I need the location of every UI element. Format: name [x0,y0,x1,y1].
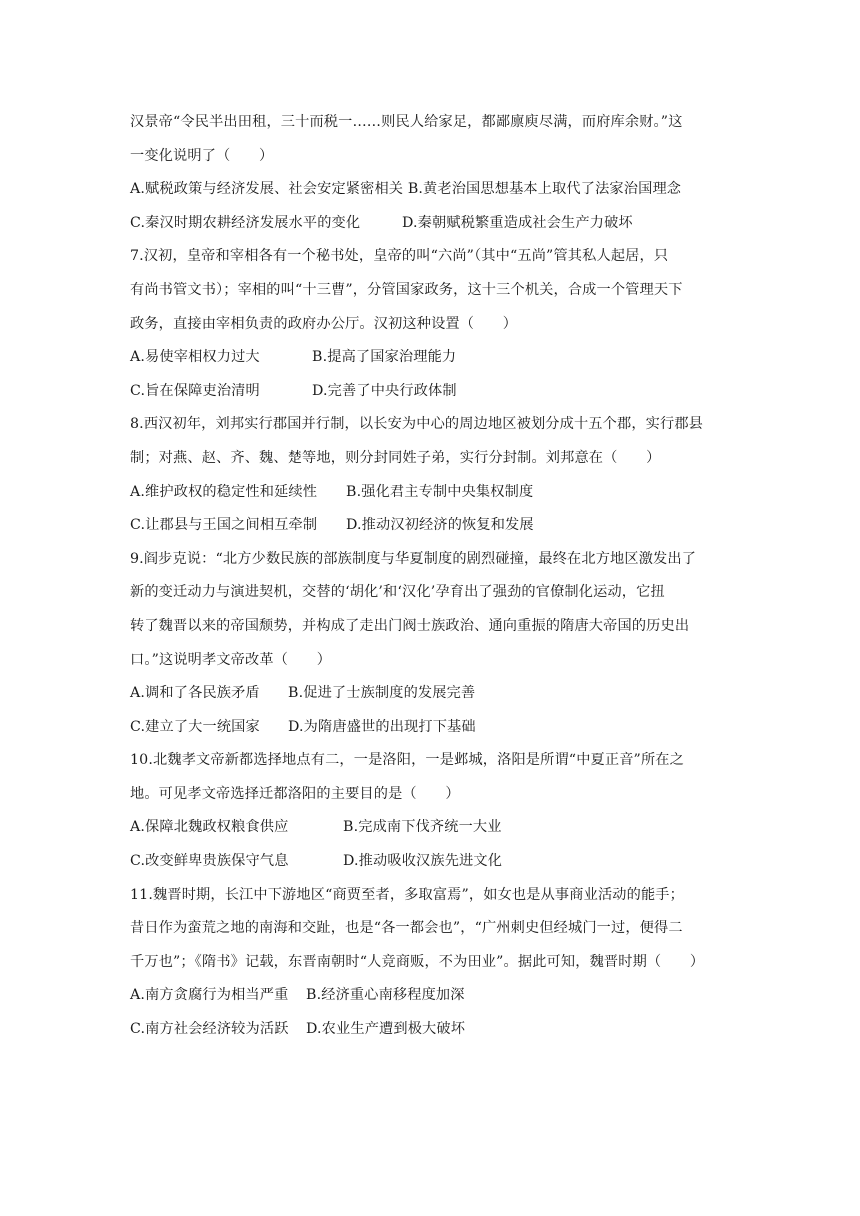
options-row [130,677,740,711]
question-list [130,106,740,1047]
option-c: C.南方社会经济较为活跃 [130,1021,289,1038]
option-a: A.易使宰相权力过大 [130,349,260,366]
option-a: A.调和了各民族矛盾 [130,685,260,702]
options-row [130,811,740,845]
question-9-stem-line-3: 转了魏晋以来的帝国颓势，并构成了走出门阀士族政治、通向重振的隋唐大帝国的历史出 [130,617,690,634]
question-10-stem-line-2: 地。可见孝文帝选择迁都洛阳的主要目的是（ ） [130,785,460,802]
question-8-stem-line-1: 8.西汉初年，刘邦实行郡国并行制，以长安为中心的周边地区被划分成十五个郡，实行郡县 [130,416,704,433]
option-c: C.秦汉时期农耕经济发展水平的变化 [130,214,361,231]
option-d: D.推动吸收汉族先进文化 [343,853,503,870]
option-b: B.促进了士族制度的发展完善 [288,685,476,702]
options-row [130,845,740,879]
question-9-stem-line-1: 9.阎步克说：“北方少数民族的部族制度与华夏制度的剧烈碰撞，最终在北方地区激发出了 [130,550,697,567]
option-c: C.改变鲜卑贵族保守气息 [130,853,289,870]
option-d: D.完善了中央行政体制 [312,382,457,399]
options-row [130,979,740,1013]
question-10-stem-line-1: 10.北魏孝文帝新都选择地点有二，一是洛阳，一是邺城，洛阳是所谓“中夏正音”所在之 [130,752,684,769]
options-row [130,207,740,241]
question-9 [130,543,740,745]
option-d: D.推动汉初经济的恢复和发展 [346,517,534,534]
question-8-stem-line-2: 制；对燕、赵、齐、魏、楚等地，则分封同姓子弟，实行分封制。刘邦意在（ ） [130,449,661,466]
option-a: A.南方贪腐行为相当严重 [130,987,289,1004]
question-7-stem-line-1: 7.汉初，皇帝和宰相各有一个秘书处，皇帝的叫“六尚”（其中“五尚”管其私人起居，只 [130,248,669,265]
question-6-stem-line-1: 汉景帝“令民半出田租，三十而税一……则民人给家足，都鄙廪庾尽满，而府库余财。”这 [130,114,683,130]
options-row [130,173,740,207]
question-11 [130,879,740,1047]
option-a: A.保障北魏政权粮食供应 [130,819,289,836]
options-row [130,375,740,409]
question-11-stem-line-1: 11.魏晋时期，长江中下游地区“商贾至者，多取富焉”，如女也是从事商业活动的能手； [130,886,684,903]
question-8 [130,408,740,542]
option-b: B.提高了国家治理能力 [312,349,457,366]
question-7 [130,240,740,408]
option-b: B.完成南下伐齐统一大业 [343,819,502,836]
options-row [130,509,740,543]
question-10 [130,744,740,878]
question-9-stem-line-2: 新的变迁动力与演进契机，交替的‘胡化’和‘汉化’孕育出了强劲的官僚制化运动，它扭 [130,584,665,601]
question-7-stem-line-2: 有尚书管文书）；宰相的叫“十三曹”，分管国家政务，这十三个机关，合成一个管理天下 [130,281,683,298]
options-row [130,341,740,375]
option-a: A.维护政权的稳定性和延续性 [130,483,318,500]
question-9-stem-line-4: 口。”这说明孝文帝改革（ ） [130,651,332,668]
option-b: B.经济重心南移程度加深 [306,987,465,1004]
options-row [130,476,740,510]
option-c: C.让郡县与王国之间相互牵制 [130,517,318,534]
question-11-stem-line-3: 千万也”；《隋书》记载，东晋南朝时“人竞商贩，不为田业”。据此可知，魏晋时期（ ） [130,953,705,970]
options-row [130,1013,740,1047]
option-d: D.秦朝赋税繁重造成社会生产力破坏 [402,214,633,231]
options-row [130,711,740,745]
option-d: D.农业生产遭到极大破坏 [306,1021,466,1038]
option-c: C.旨在保障吏治清明 [130,382,260,399]
option-b: B.黄老治国思想基本上取代了法家治国理念 [407,181,682,198]
option-c: C.建立了大一统国家 [130,718,260,735]
option-d: D.为隋唐盛世的出现打下基础 [288,718,476,735]
question-6-stem-line-2: 一变化说明了（ ） [130,147,274,164]
option-a: A.赋税政策与经济发展、社会安定紧密相关 [130,181,404,198]
question-6 [130,106,740,240]
option-b: B.强化君主专制中央集权制度 [346,483,534,500]
question-11-stem-line-2: 昔日作为蛮荒之地的南海和交趾，也是“各一都会也”，“广州刺史但经城门一过，便得二 [130,920,683,937]
question-7-stem-line-3: 政务，直接由宰相负责的政府办公厅。汉初这种设置（ ） [130,315,518,332]
